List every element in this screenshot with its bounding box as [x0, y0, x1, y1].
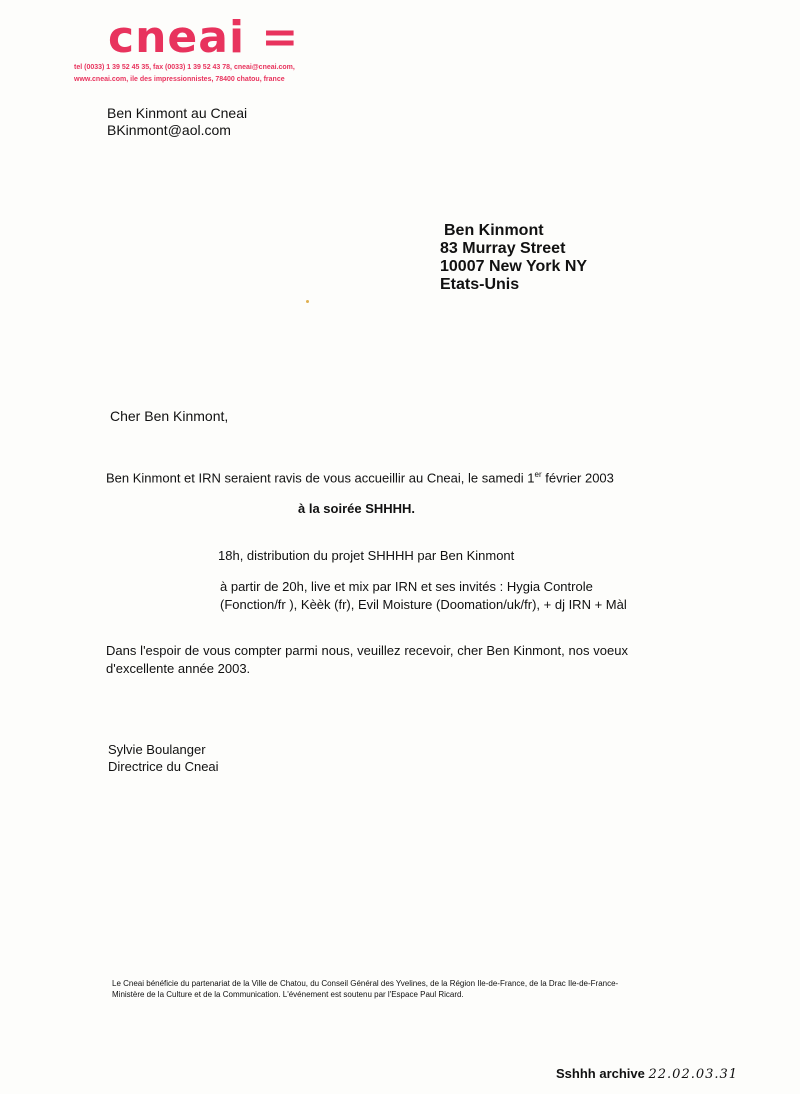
recipient-city: 10007 New York NY — [440, 258, 588, 275]
archive-handwritten-number: 22.02.03.31 — [648, 1067, 739, 1082]
recipient-country: Etats-Unis — [440, 276, 520, 293]
archive-label: Sshhh archive — [556, 1066, 645, 1081]
recipient-address — [440, 222, 587, 294]
paper-speck — [306, 300, 309, 303]
schedule-20h: à partir de 20h, live et mix par IRN et ses invités : Hygia Controle (Fonction/fr ), Kèèk (fr), Evil Moisture (Doomation/uk/fr), + dj IRN + Màl — [220, 579, 627, 612]
archive-stamp — [556, 1066, 738, 1082]
sender-name: Ben Kinmont au Cneai — [107, 105, 248, 121]
recipient-name: Ben Kinmont — [444, 222, 544, 239]
sender-email: BKinmont@aol.com — [107, 122, 231, 138]
intro-text: Ben Kinmont et IRN seraient ravis de vous accueillir au Cneai, le samedi 1 — [106, 470, 535, 486]
salutation: Cher Ben Kinmont, — [110, 408, 229, 424]
intro-date: février 2003 — [541, 470, 614, 486]
intro-ordinal: er — [534, 470, 542, 479]
letterhead-contact-line2: www.cneai.com, ile des impressionnistes, 78400 chatou, france — [74, 76, 285, 83]
schedule-18h: 18h, distribution du projet SHHHH par Ben Kinmont — [218, 548, 515, 563]
recipient-street: 83 Murray Street — [440, 240, 566, 257]
footer-partners: Le Cneai bénéficie du partenariat de la Ville de Chatou, du Conseil Général des Yvelines, de la Région Ile-de-France, de la Drac Ile-de-France-Ministère de la Culture et de la Communication. L'événement est soutenu par l'Espace Paul Ricard. — [112, 979, 619, 999]
letterhead-contact-line1: tel (0033) 1 39 52 45 35, fax (0033) 1 39 52 43 78, cneai@cneai.com, — [74, 64, 295, 71]
closing-paragraph: Dans l'espoir de vous compter parmi nous, veuillez recevoir, cher Ben Kinmont, nos voeux d'excellente année 2003. — [106, 643, 628, 676]
signatory-name: Sylvie Boulanger — [108, 742, 206, 757]
sender-block — [107, 105, 247, 139]
cneai-logo: cneai = — [108, 12, 300, 63]
invitation-intro — [106, 470, 614, 485]
signatory-title: Directrice du Cneai — [108, 759, 219, 774]
signature-block — [108, 741, 219, 775]
event-name: à la soirée SHHHH. — [298, 501, 416, 516]
